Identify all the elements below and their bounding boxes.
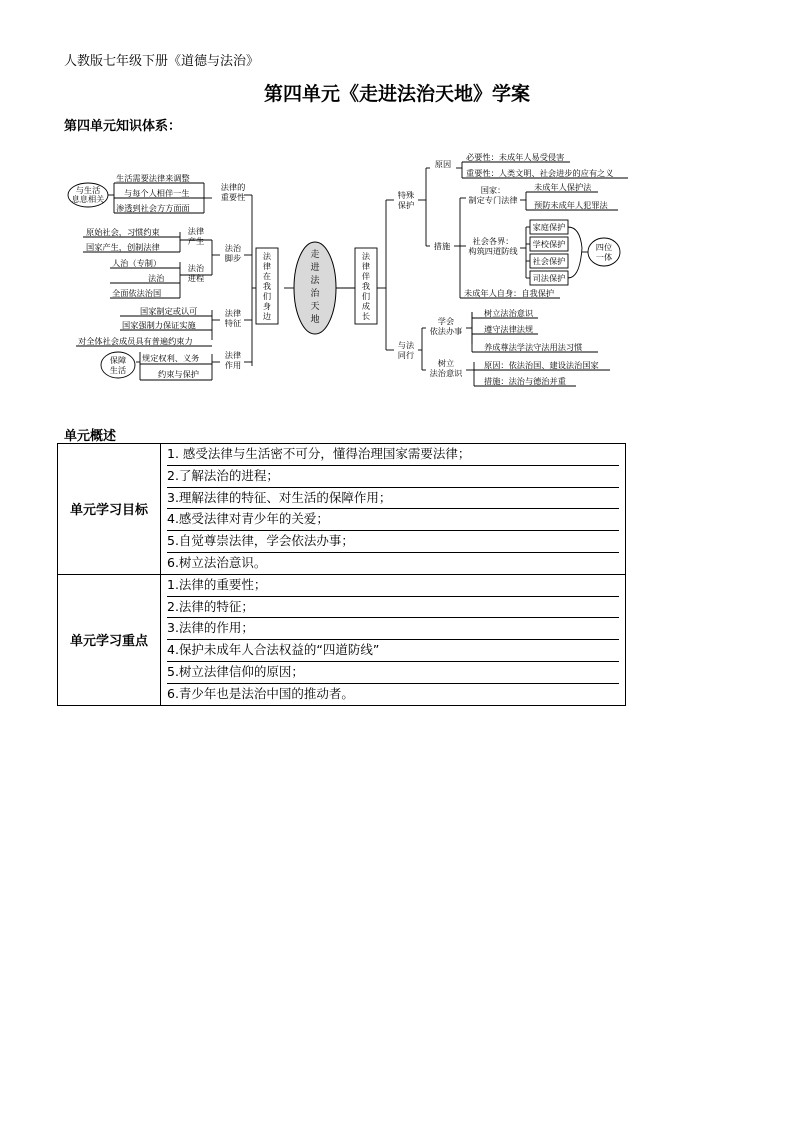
bubble-label: 一体 [595,252,613,262]
branch-char: 长 [361,311,371,321]
leaf-text: 全面依法治国 [112,288,162,298]
node-label: 原因 [434,159,452,169]
node-label: 与法 [397,340,415,350]
page-title: 第四单元《走进法治天地》学案 [263,83,530,105]
leaf-text: 人治（专制） [112,258,162,268]
node-label: 构筑四道防线 [468,246,518,256]
leaf-text: 未成年人自身：自我保护 [464,288,555,298]
bubble-label: 保障 [109,355,127,365]
center-char: 天 [310,302,320,312]
leaf-text: 国家产生，创制法律 [86,242,160,252]
node-label: 法治 [224,243,242,253]
node-label: 社会各界： [472,236,514,246]
branch-char: 法 [262,251,272,261]
list-item: 4.保护未成年人合法权益的“四道防线” [167,640,619,662]
table-row [58,574,626,705]
node-importance [68,173,245,213]
leaf-text: 渗透到社会方方面面 [116,203,190,213]
key-points-list [161,574,626,705]
leaf-text: 生活需要法律来调整 [116,173,190,183]
leaf-text: 国家强制力保证实施 [122,320,196,330]
leaf-text: 遵守法律法规 [484,324,534,334]
node-label: 特征 [224,318,242,328]
left-branch-title [263,251,272,321]
node-label: 法律的 [220,182,246,192]
branch-char: 伴 [361,271,371,281]
center-char: 治 [310,289,320,299]
center-char: 进 [310,263,320,273]
goals-list [161,444,626,575]
bubble-label: 四位 [595,242,613,252]
branch-char: 边 [262,311,272,321]
node-label: 依法办事 [429,326,463,336]
leaf-text: 社会保护 [532,256,566,266]
node-label: 法治意识 [429,368,463,378]
knowledge-system-heading: 第四单元知识体系： [64,119,182,134]
leaf-text: 养成尊法学法守法用法习惯 [484,342,583,352]
bubble-label: 生活 [109,365,127,375]
knowledge-mind-map [50,140,650,400]
row-label-goals: 单元学习目标 [58,444,161,575]
leaf-text: 与每个人相伴一生 [124,188,190,198]
leaf-text: 必要性：未成年人易受侵害 [466,152,565,162]
node-label: 法律 [224,308,242,318]
list-item: 6.青少年也是法治中国的推动者。 [167,685,354,701]
list-item: 5.树立法律信仰的原因； [167,662,619,684]
branch-char: 律 [262,261,272,271]
node-special-protection [398,152,620,298]
node-label: 特殊 [397,190,415,200]
bubble-label: 与生活 [75,185,101,195]
branch-char: 们 [361,291,371,301]
leaf-text: 对全体社会成员具有普遍约束力 [78,336,193,346]
leaf-text: 司法保护 [532,273,566,283]
list-item: 3.法律的作用； [167,618,619,640]
leaf-text: 重要性：人类文明、社会进步的应有之义 [466,168,614,178]
list-item: 2.法律的特征； [167,597,619,619]
node-label: 脚步 [224,253,242,263]
node-label: 法治 [187,263,205,273]
node-with-law [398,308,599,386]
node-label: 法律 [187,226,205,236]
branch-char: 律 [361,261,371,271]
node-label: 树立 [437,358,455,368]
branch-char: 法 [361,251,371,261]
node-features [78,306,241,346]
table-row [58,444,626,575]
list-item: 6.树立法治意识。 [167,554,267,570]
center-char: 地 [310,315,320,325]
list-item: 1. 感受法律与生活密不可分，懂得治理国家需要法律； [167,444,619,466]
node-label: 保护 [397,200,415,210]
list-item: 4.感受法律对青少年的关爱； [167,509,619,531]
leaf-text: 家庭保护 [532,222,566,232]
leaf-text: 未成年人保护法 [534,182,592,192]
node-label: 产生 [187,236,205,246]
book-line: 人教版七年级下册《道德与法治》 [64,54,260,69]
branch-char: 们 [262,291,272,301]
overview-table [57,443,626,706]
list-item: 5.自觉尊崇法律，学会依法办事； [167,531,619,553]
list-item: 3.理解法律的特征、对生活的保障作用； [167,488,619,510]
node-label: 重要性 [220,192,246,202]
branch-char: 我 [262,281,272,291]
branch-char: 身 [262,301,272,311]
leaf-text: 树立法治意识 [484,308,534,318]
node-label: 同行 [397,350,415,360]
node-label: 作用 [224,360,242,370]
leaf-text: 法治 [148,273,165,283]
node-label: 法律 [224,350,242,360]
leaf-text: 原因：依法治国、建设法治国家 [484,360,599,370]
overview-heading: 单元概述 [64,429,117,444]
right-branch-title [362,251,371,321]
node-label: 学会 [437,316,455,326]
center-char: 走 [310,250,320,260]
list-item: 2.了解法治的进程； [167,466,619,488]
leaf-text: 国家制定或认可 [140,306,198,316]
leaf-text: 预防未成年人犯罪法 [534,200,608,210]
node-label: 制定专门法律 [468,195,518,205]
branch-char: 我 [361,281,371,291]
node-role [101,350,241,379]
leaf-text: 原始社会，习惯约束 [86,227,160,237]
branch-char: 成 [361,301,371,311]
bubble-label: 息息相关 [71,194,105,204]
branch-char: 在 [262,271,272,281]
node-label: 措施 [433,241,451,251]
node-label: 进程 [187,273,205,283]
row-label-key-points: 单元学习重点 [58,574,161,705]
node-label: 国家： [480,185,506,195]
list-item: 1.法律的重要性； [167,575,619,597]
center-char: 法 [310,276,320,286]
leaf-text: 措施：法治与德治并重 [484,376,566,386]
leaf-text: 约束与保护 [158,369,199,379]
leaf-text: 学校保护 [532,239,566,249]
leaf-text: 规定权利、义务 [142,353,200,363]
